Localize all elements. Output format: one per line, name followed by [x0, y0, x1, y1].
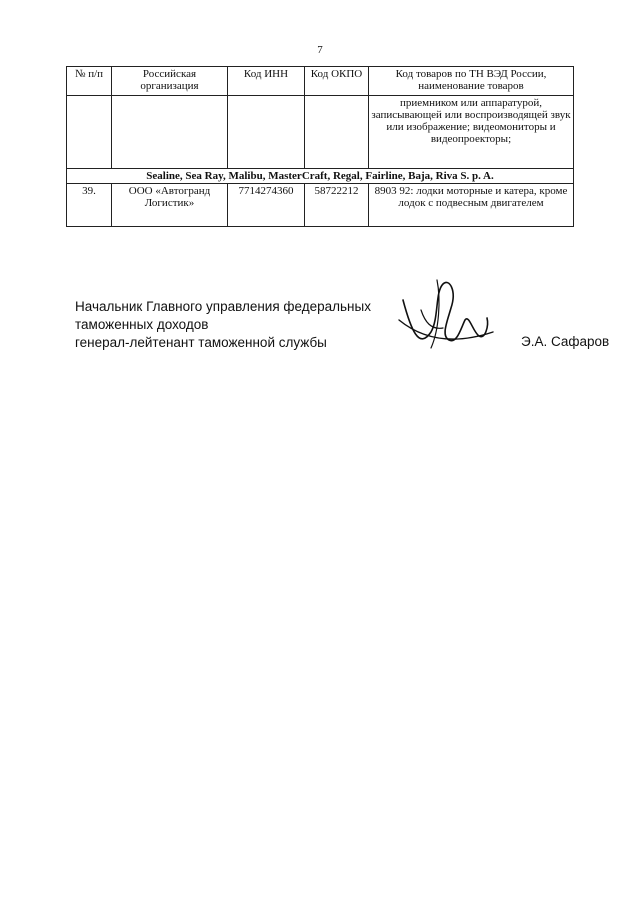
- signatory-name: Э.А. Сафаров: [521, 334, 610, 349]
- header-goods: Код товаров по ТН ВЭД России, наименование товаров: [369, 67, 574, 96]
- header-okpo: Код ОКПО: [305, 67, 369, 96]
- header-org: Российская организация: [112, 67, 228, 96]
- row-num: 39.: [67, 184, 112, 227]
- table-header-row: [67, 67, 574, 96]
- signatory-title-line: таможенных доходов: [75, 317, 209, 332]
- row-inn: 7714274360: [228, 184, 305, 227]
- header-num: № п/п: [67, 67, 112, 96]
- brand-row: [67, 169, 574, 184]
- signatory-title-line: генерал-лейтенант таможенной службы: [75, 335, 327, 350]
- handwritten-signature: [391, 270, 501, 370]
- continuation-goods: приемником или аппаратурой, записывающей или воспроизводящей звук или изображение; видеомониторы и видеопроекторы;: [369, 96, 574, 169]
- registry-table: [66, 66, 574, 227]
- row-org: ООО «Автогранд Логистик»: [112, 184, 228, 227]
- signatory-title-line: Начальник Главного управления федеральных: [75, 299, 371, 314]
- page-number: 7: [317, 44, 323, 56]
- brand-list: Sealine, Sea Ray, Malibu, MasterCraft, Regal, Fairline, Baja, Riva S. p. A.: [67, 169, 574, 184]
- header-inn: Код ИНН: [228, 67, 305, 96]
- empty-cell: [228, 96, 305, 169]
- empty-cell: [305, 96, 369, 169]
- empty-cell: [112, 96, 228, 169]
- empty-cell: [67, 96, 112, 169]
- signatory-title: [75, 298, 385, 352]
- signature-block: [75, 298, 615, 352]
- table-row: [67, 184, 574, 227]
- continuation-row: [67, 96, 574, 169]
- row-goods: 8903 92: лодки моторные и катера, кроме лодок с подвесным двигателем: [369, 184, 574, 227]
- row-okpo: 58722212: [305, 184, 369, 227]
